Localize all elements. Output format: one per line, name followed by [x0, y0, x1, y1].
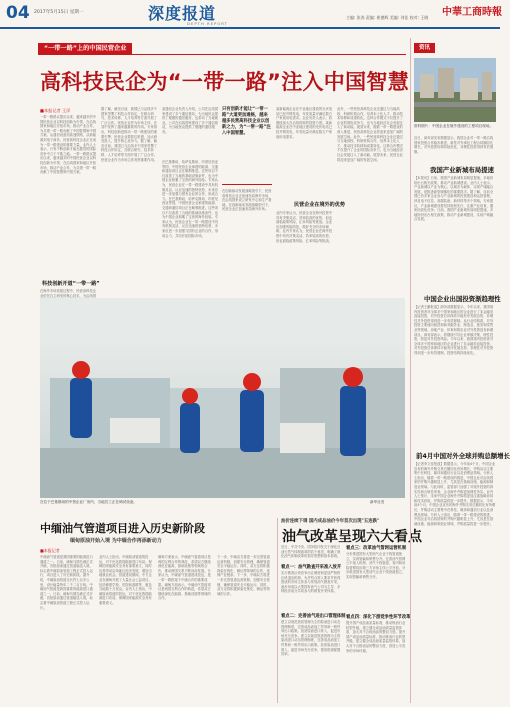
paper-name: 中華工商時報 [442, 7, 502, 18]
photo-credit: 新华社发 [370, 500, 385, 504]
photo-caption: 在位于巴基斯坦的中资企业厂房内，当地员工正在调试设备。 [40, 500, 138, 504]
oil-kicker: 油价连续下调 国内成品油价今年首次出现"五连跌" [281, 519, 380, 524]
sidebar-intro [414, 136, 496, 162]
pipeline-col-4 [217, 555, 273, 700]
oil-sub-1: 看点一：油气勘查开采准入放开 [281, 565, 342, 570]
pipeline-col-3 [158, 555, 214, 700]
oil-intro [281, 545, 343, 562]
pipeline-byline: ■本报记者 [40, 548, 60, 553]
lead-pullquote: 只有创新才能让“一带一路”大道更加通畅，越来越多民营高科技企业以创新之力，为“一带一路”注入中国智慧。 [222, 107, 271, 137]
lead-col-4 [222, 189, 272, 239]
sidebar-text-1 [414, 176, 496, 291]
oil-col-1b [281, 620, 343, 702]
section-title-en: DEPTH REPORT [187, 21, 228, 26]
oil-col-2a [346, 552, 406, 612]
sidebar-text-3 [414, 462, 496, 702]
sidebar-photo [414, 58, 496, 122]
date-line: 2017年5月15日 星期一 [34, 10, 84, 15]
sidebar-headline-2: 中国企业出国投资渐趋理性 [424, 295, 501, 303]
oil-headline: 油气改革呈现六大看点 [282, 529, 422, 545]
lead-headline: 高科技民企为“一带一路”注入中国智慧 [40, 70, 410, 94]
lead-subhead-1: 科技创新开道“一带一路” [42, 281, 100, 287]
sidebar-photo-caption: 资料图片：中国企业在境外建设的工程项目现场。 [414, 124, 494, 128]
sidebar-headline-3: 前4月中国对外全球并购总额增长 [416, 452, 510, 460]
column-divider-center [277, 518, 278, 703]
lead-col-3a [162, 107, 220, 154]
sidebar-text-2 [414, 305, 496, 445]
masthead-rule [0, 27, 500, 29]
oil-col-2b [346, 621, 406, 702]
column-divider-right [410, 38, 411, 703]
oil-sub-4: 看点四：深化下游竞争性环节改革 [346, 615, 411, 620]
pipeline-subhead: 缅甸原油开始入境 为中缅合作再添新动力 [70, 538, 162, 544]
oil-col-1a [281, 571, 343, 611]
oil-sub-2: 看点二：完善油气进出口管理体制 [281, 614, 346, 619]
lead-col-5b [276, 211, 334, 297]
banner-rule [38, 54, 406, 55]
lead-col-2a [101, 107, 159, 303]
factory-photo [40, 298, 405, 498]
special-banner: “一带一路”上的中国民营企业 [38, 43, 132, 54]
page-number: 04 [6, 3, 30, 23]
factory-workers-image [40, 298, 405, 498]
lead-byline: ■本报记者 王洋 [40, 108, 71, 113]
pipeline-col-2 [99, 555, 155, 700]
pullquote-rule [222, 184, 272, 185]
lead-subhead-3: 民营企业在境外的优势 [294, 202, 345, 208]
lead-col-1a [40, 115, 98, 280]
lead-col-5a [276, 107, 334, 197]
lead-col-6 [337, 107, 405, 297]
sidebar-headline-1: 我国产业新城布局提速 [430, 166, 494, 174]
sidebar-label: 资讯 [414, 43, 435, 53]
section-title: 深度报道 [148, 4, 217, 23]
editor-line: 主编: 张涛 责编: 崔德辉 美编: 刘佳 校对: 王晓 [346, 15, 429, 20]
construction-site-image [414, 58, 496, 122]
pipeline-col-1 [40, 555, 96, 700]
pipeline-headline: 中缅油气管道项目进入历史新阶段 [40, 522, 205, 535]
oil-sub-3: 看点三：改革油气管网运营机制 [346, 546, 407, 551]
